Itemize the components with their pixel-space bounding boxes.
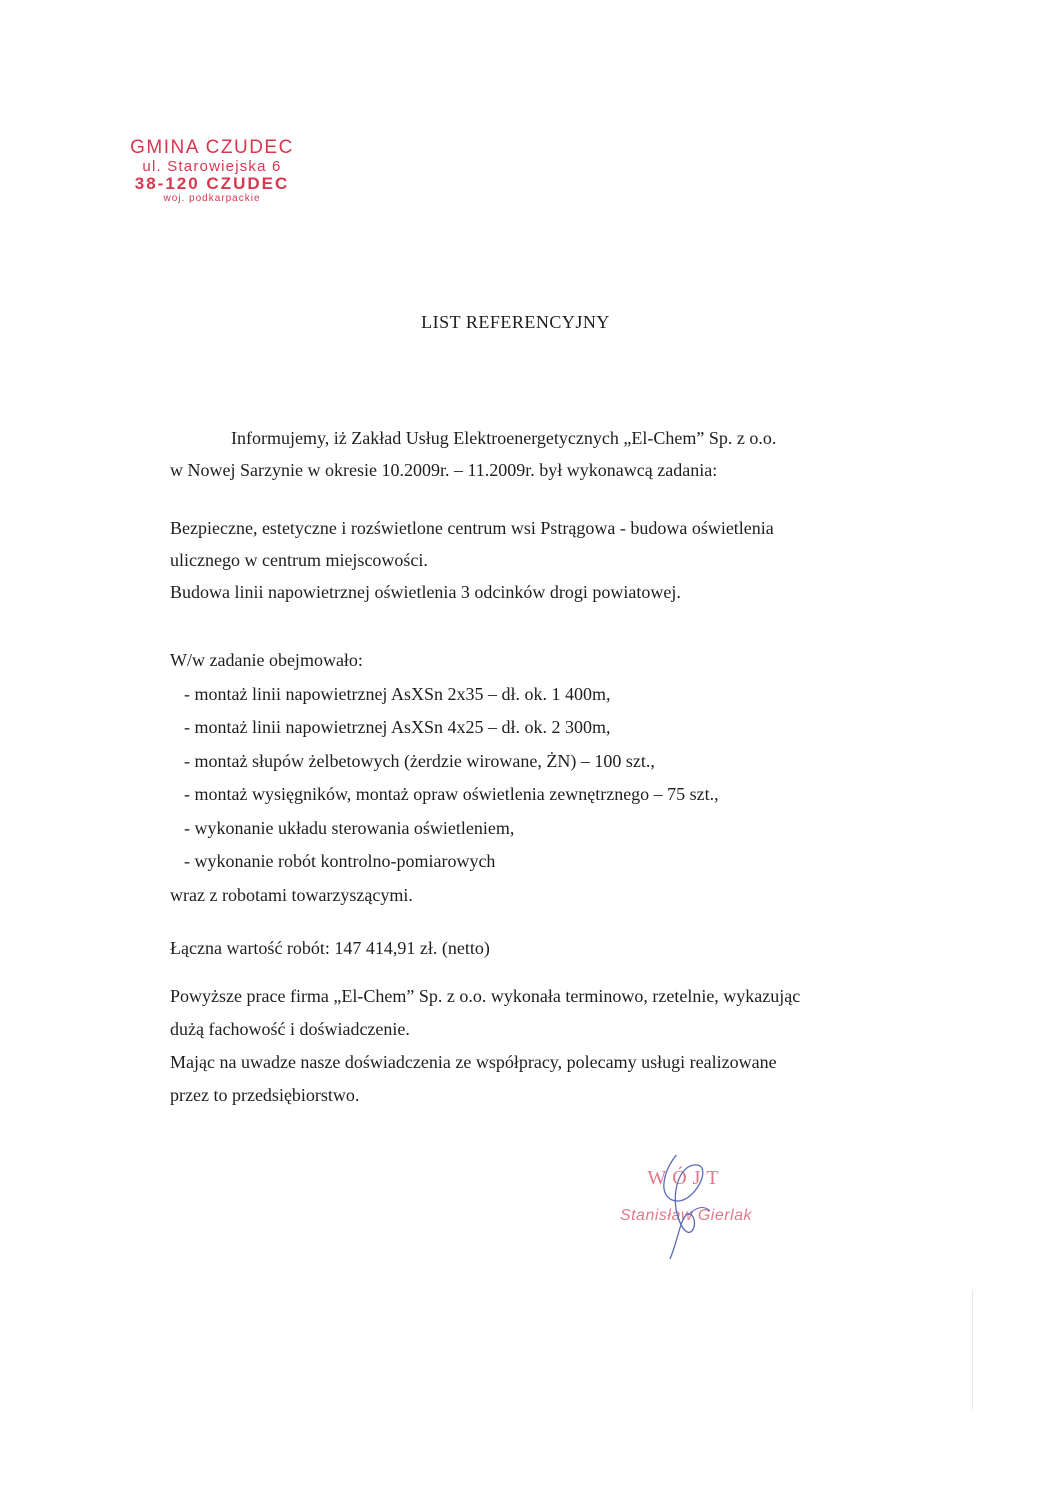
scope-heading: W/w zadanie obejmowało: xyxy=(170,650,363,670)
intro-line-1: Informujemy, iż Zakład Usług Elektroenergetycznych „El-Chem” Sp. z o.o. xyxy=(231,428,777,448)
total-value: Łączna wartość robót: 147 414,91 zł. (netto) xyxy=(170,938,490,958)
document-title: LIST REFERENCYJNY xyxy=(421,312,610,332)
intro-paragraph xyxy=(170,422,850,486)
scope-item: - wykonanie układu sterowania oświetleniem, xyxy=(184,817,515,838)
scope-item: - wykonanie robót kontrolno-pomiarowych xyxy=(184,851,496,871)
scope-item: - montaż wysięgników, montaż opraw oświetlenia zewnętrznego – 75 szt., xyxy=(184,784,719,804)
task-description xyxy=(170,512,850,608)
closing-paragraph xyxy=(170,980,870,1112)
closing-line-3: Mając na uwadze nasze doświadczenia ze współpracy, polecamy usługi realizowane xyxy=(170,1052,777,1072)
letterhead-street: ul. Starowiejska 6 xyxy=(142,158,282,175)
scope-item: - montaż linii napowietrznej AsXSn 4x25 – dł. ok. 2 300m, xyxy=(184,717,611,737)
scope-item: - montaż linii napowietrznej AsXSn 2x35 – dł. ok. 1 400m, xyxy=(184,683,611,704)
closing-line-2: dużą fachowość i doświadczenie. xyxy=(170,1019,410,1039)
closing-line-1: Powyższe prace firma „El-Chem” Sp. z o.o. wykonała terminowo, rzetelnie, wykazując xyxy=(170,986,801,1006)
scope-footer: wraz z robotami towarzyszącymi. xyxy=(170,884,413,905)
letterhead-region: woj. podkarpackie xyxy=(163,193,261,204)
task-line-3: Budowa linii napowietrznej oświetlenia 3 odcinków drogi powiatowej. xyxy=(170,582,681,602)
letterhead-name: GMINA CZUDEC xyxy=(130,137,294,158)
closing-line-4: przez to przedsiębiorstwo. xyxy=(170,1085,360,1105)
handwritten-signature xyxy=(596,1155,776,1265)
letterhead-city: 38-120 CZUDEC xyxy=(134,174,290,193)
scope-item: - montaż słupów żelbetowych (żerdzie wirowane, ŻN) – 100 szt., xyxy=(184,750,655,771)
intro-line-2: w Nowej Sarzynie w okresie 10.2009r. – 11.2009r. był wykonawcą zadania: xyxy=(170,460,718,480)
letterhead-stamp xyxy=(112,138,312,205)
scope-section xyxy=(170,644,860,912)
signature-name: Stanisław Gierlak xyxy=(619,1207,753,1224)
signature-title: WÓJT xyxy=(647,1167,725,1189)
scan-edge-line xyxy=(972,1290,973,1410)
signature-block xyxy=(596,1155,776,1265)
task-line-2: ulicznego w centrum miejscowości. xyxy=(170,550,428,570)
task-line-1: Bezpieczne, estetyczne i rozświetlone centrum wsi Pstrągowa - budowa oświetlenia xyxy=(170,518,774,538)
